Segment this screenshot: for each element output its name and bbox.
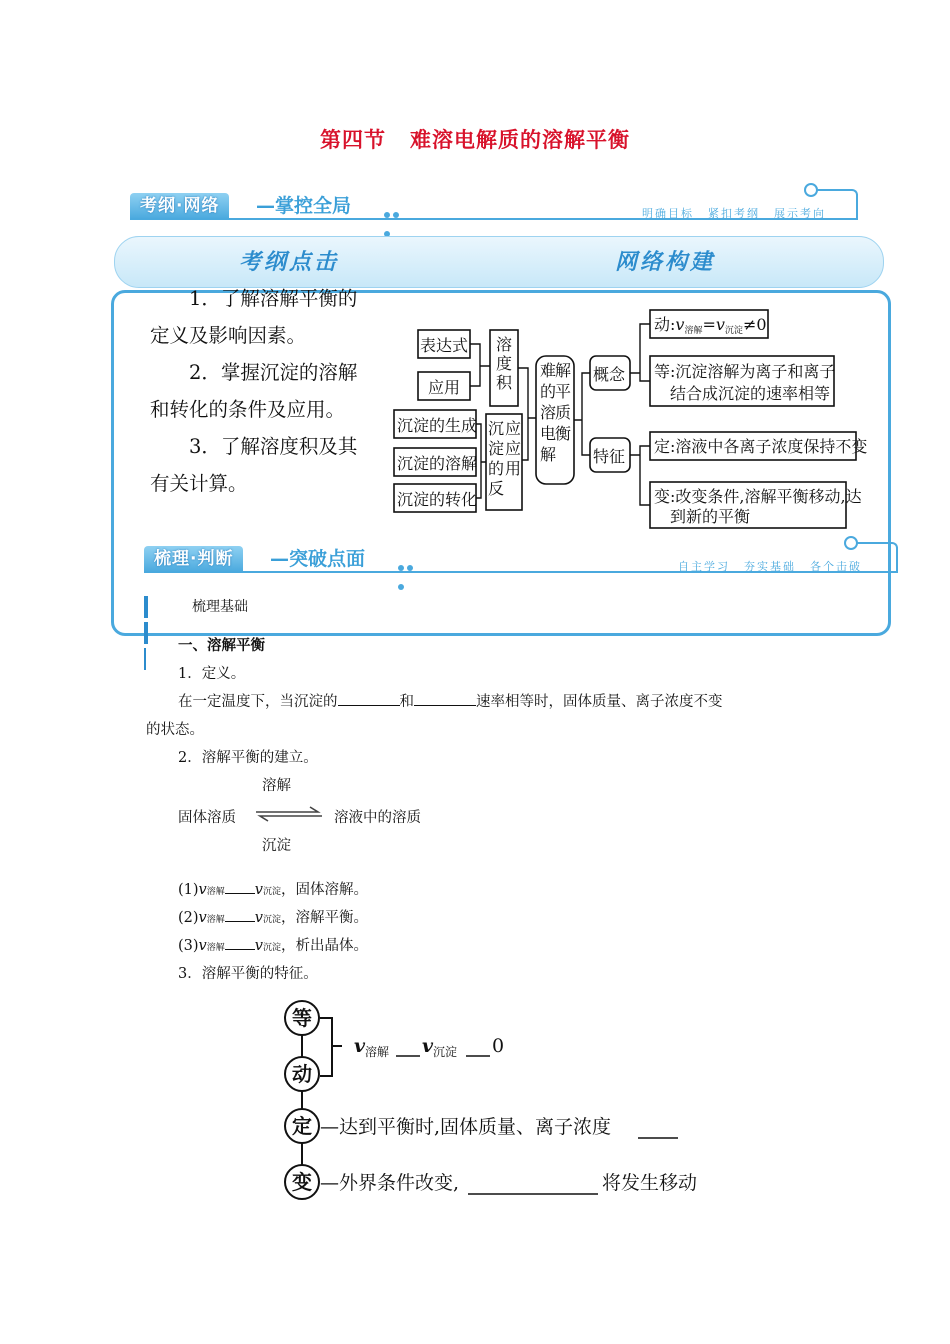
blank-1[interactable] xyxy=(338,691,400,706)
goal-3: 3．了解溶度积及其有关计算。 xyxy=(150,435,358,495)
header-exam-points: 考纲点击 xyxy=(239,250,340,275)
features-diagram xyxy=(280,996,720,1206)
item-establishment: 2．溶解平衡的建立。 xyxy=(178,750,318,766)
node-expression: 表达式 xyxy=(420,336,469,355)
node-solubility-product: 溶度积 xyxy=(496,335,513,392)
node-ding: 定:溶液中各离子浓度保持不变 xyxy=(654,437,868,456)
node-deng-line2: 结合成沉淀的速率相等 xyxy=(670,384,831,403)
feature-ding-text: —达到平衡时,固体质量、离子浓度 xyxy=(320,1116,612,1138)
definition-line: 在一定温度下，当沉淀的 和 速率相等时，固体质量、离子浓度不变 xyxy=(178,688,723,716)
node-precip-conversion: 沉淀的转化 xyxy=(397,490,478,509)
section-title: 难溶电解质的溶解平衡 xyxy=(410,128,630,152)
node-concept: 概念 xyxy=(593,365,626,384)
equilibrium-top-label: 溶解 xyxy=(262,778,291,794)
subsection-title: 梳理基础 xyxy=(192,599,248,615)
banner-subtitle: —突破点面 xyxy=(270,548,366,570)
tag-2: 紧扣考纲 xyxy=(708,207,760,220)
banner-label: 梳理·判断 xyxy=(144,546,243,572)
node-bian-line1: 变:改变条件,溶解平衡移动,达 xyxy=(654,487,862,506)
goal-2: 2．掌握沉淀的溶解和转化的条件及应用。 xyxy=(150,361,358,421)
feature-bian-text-b: 将发生移动 xyxy=(602,1172,698,1194)
feature-dong-zero: 0 xyxy=(492,1035,505,1057)
banner-subtitle: —掌控全局 xyxy=(256,195,352,217)
equilibrium-bottom-label: 沉淀 xyxy=(262,838,291,854)
feature-bian-text-a: —外界条件改变, xyxy=(320,1172,460,1194)
node-precip-formation: 沉淀的生成 xyxy=(397,416,478,435)
node-precip-dissolution: 沉淀的溶解 xyxy=(397,454,478,473)
equilibrium-arrow-icon xyxy=(254,806,324,822)
node-center: 难的溶电解解平质衡 xyxy=(540,361,572,464)
item-features: 3．溶解平衡的特征。 xyxy=(178,966,318,982)
feature-circle-dong: 动 xyxy=(292,1062,312,1086)
blank-cond-3[interactable] xyxy=(225,935,255,950)
item-definition: 1．定义。 xyxy=(178,666,246,682)
definition-line-2: 的状态。 xyxy=(146,722,204,738)
tag-1: 自主学习 xyxy=(678,560,730,573)
blank-2[interactable] xyxy=(414,691,476,706)
node-deng-line1: 等:沉淀溶解为离子和离子 xyxy=(654,362,836,381)
tag-1: 明确目标 xyxy=(642,207,694,220)
header-network: 网络构建 xyxy=(615,250,716,275)
svg-text:v沉淀: $v_{沉淀}$ xyxy=(422,1035,458,1059)
goal-1: 1．了解溶解平衡的定义及影响因素。 xyxy=(150,287,358,347)
node-application: 应用 xyxy=(428,378,461,397)
node-feature: 特征 xyxy=(593,447,626,466)
condition-1: (1)v溶解 v沉淀，固体溶解。 xyxy=(178,876,368,906)
node-reaction-application: 沉淀的反应应用 xyxy=(488,419,522,498)
feature-circle-deng: 等 xyxy=(292,1006,312,1030)
blank-cond-1[interactable] xyxy=(225,879,255,894)
feature-circle-ding: 定 xyxy=(292,1114,312,1138)
tag-3: 展示考向 xyxy=(774,207,826,220)
node-bian-line2: 到新的平衡 xyxy=(670,507,751,526)
condition-2: (2)v溶解 v沉淀，溶解平衡。 xyxy=(178,904,368,934)
condition-3: (3)v溶解 v沉淀，析出晶体。 xyxy=(178,932,368,962)
tag-3: 各个击破 xyxy=(810,560,862,573)
equilibrium-left: 固体溶质 xyxy=(178,810,236,826)
blank-cond-2[interactable] xyxy=(225,907,255,922)
feature-circle-bian: 变 xyxy=(292,1170,312,1194)
equilibrium-right: 溶液中的溶质 xyxy=(334,810,421,826)
tag-2: 夯实基础 xyxy=(744,560,796,573)
section-number: 第四节 xyxy=(320,128,386,152)
banner-label: 考纲·网络 xyxy=(130,193,229,219)
feature-dong-line: $v_{溶解}$ xyxy=(354,1035,390,1059)
section-heading: 一、溶解平衡 xyxy=(178,638,265,654)
node-dong: 动:v溶解=v沉淀≠0 xyxy=(654,315,767,336)
